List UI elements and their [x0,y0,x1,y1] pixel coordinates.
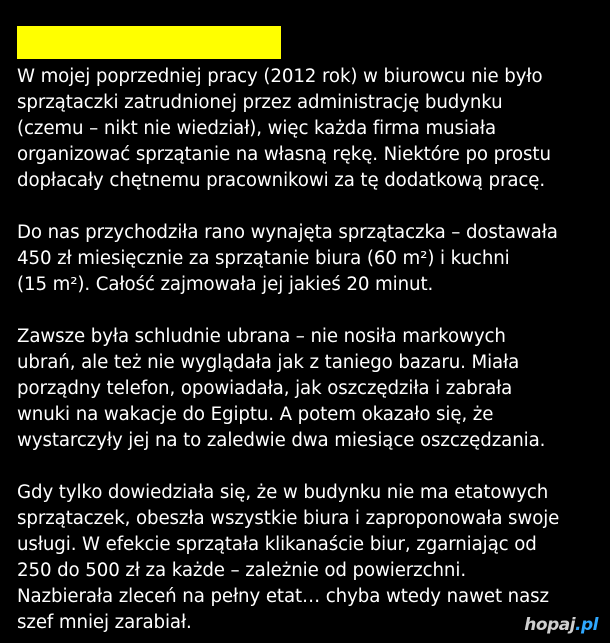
story-text [17,64,602,636]
paragraph-1: W mojej poprzedniej pracy (2012 rok) w biurowcu nie było sprzątaczki zatrudnionej przez administrację budynku (czemu – nikt nie wiedział), więc każda firma musiała organizować sprzątanie na własną rękę. Niektóre po prostu dopłacały chętnemu pracownikowi za tę dodatkową pracę. [17,66,551,191]
paragraph-2: Do nas przychodziła rano wynajęta sprzątaczka – dostawała 450 zł miesięcznie za sprzątanie biura (60 m²) i kuchni (15 m²). Całość zajmowała jej jakieś 20 minut. [17,222,558,295]
watermark-brand: hopaj [524,615,576,635]
watermark-tld: .pl [575,615,598,635]
paragraph-4: Gdy tylko dowiedziała się, że w budynku nie ma etatowych sprzątaczek, obeszła wszystkie biura i zaproponowała swoje usługi. W efekcie sprzątała klikanaście biur, zgarniając od 250 do 500 zł za każde – zależnie od powierzchni. Nazbierała zleceń na pełny etat… chyba wtedy nawet nasz szef mniej zarabiał. [17,482,560,633]
site-watermark [524,615,598,635]
redacted-title-bar [17,26,281,59]
paragraph-3: Zawsze była schludnie ubrana – nie nosiła markowych ubrań, ale też nie wyglądała jak z taniego bazaru. Miała porządny telefon, opowiadała, jak oszczędziła i zabrała wnuki na wakacje do Egiptu. A potem okazało się, że wystarczyły jej na to zaledwie dwa miesiące oszczędzania. [17,326,546,451]
